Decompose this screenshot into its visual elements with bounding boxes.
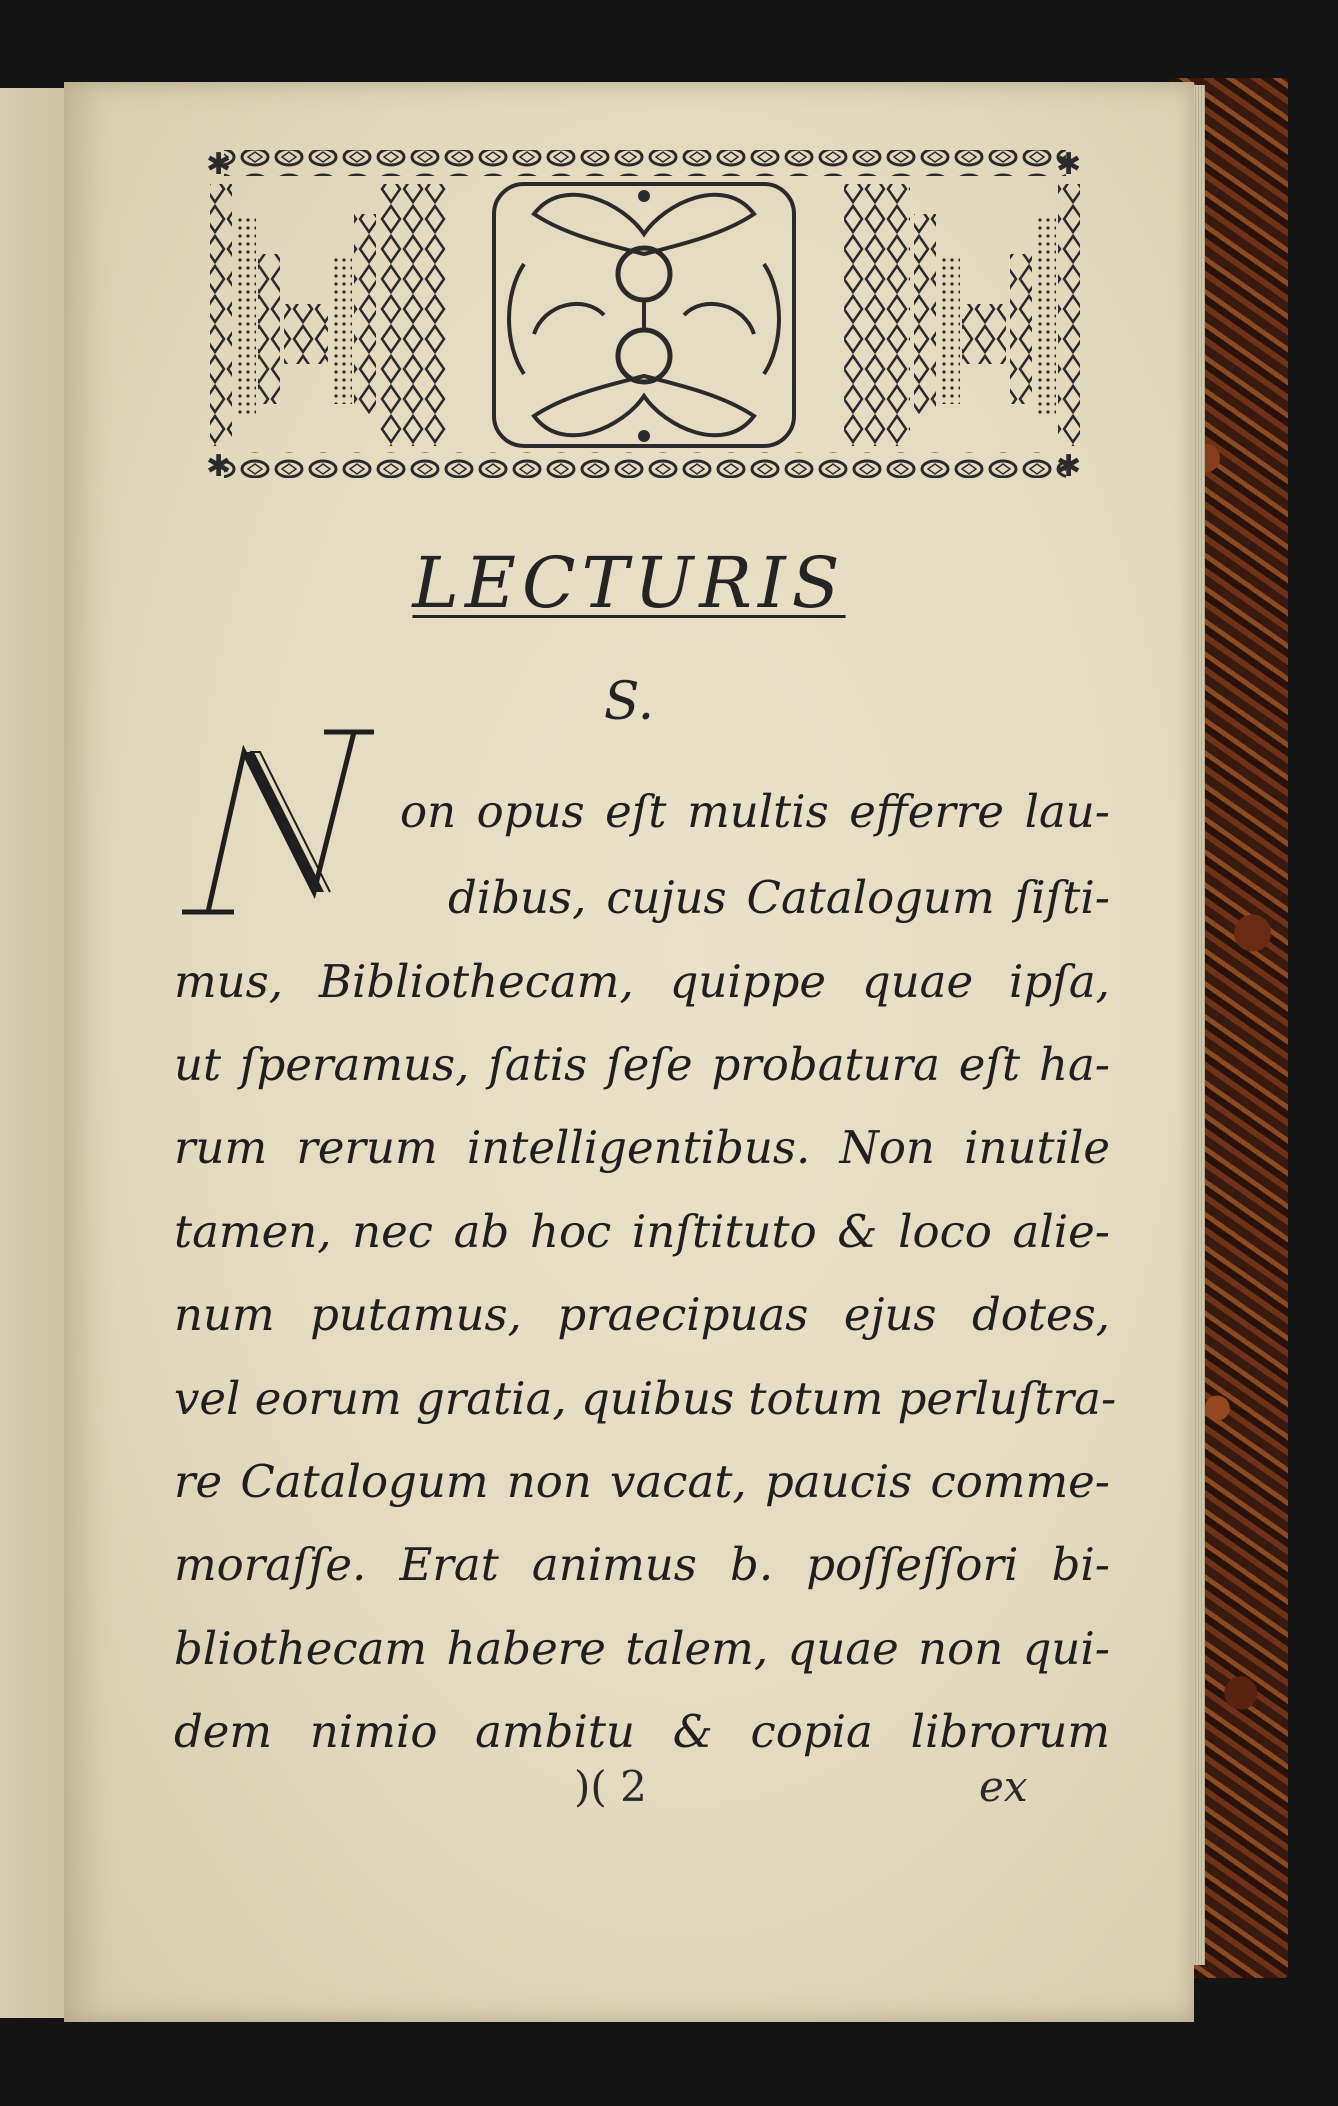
text-line: mus, Bibliothecam, quippe quae ipſa,: [174, 955, 1110, 1008]
headpiece-ornament: [204, 144, 1086, 484]
signature-mark: )( 2: [574, 1762, 647, 1811]
drop-cap-letter: N: [174, 722, 175, 723]
svg-text:✱: ✱: [206, 449, 232, 484]
text-line: bliothecam habere talem, quae non qui-: [174, 1622, 1110, 1675]
svg-text:✱: ✱: [1056, 147, 1082, 182]
show-through: [264, 492, 276, 536]
text-line: re Catalogum non vacat, paucis comme-: [174, 1455, 1110, 1508]
svg-text:✱: ✱: [1056, 449, 1082, 484]
text-line: vel eorum gratia, quibus totum perluſtra-: [174, 1372, 1117, 1425]
text-line: on opus eſt multis efferre lau-: [400, 785, 1110, 838]
facing-page-edge: [0, 88, 68, 2018]
text-line: rum rerum intelligentibus. Non inutile: [174, 1121, 1110, 1174]
page-heading: LECTURIS: [412, 542, 846, 624]
text-line: dibus, cujus Catalogum ſiſti-: [448, 871, 1110, 924]
text-line: ut ſperamus, ſatis ſeſe probatura eſt ha-: [174, 1038, 1110, 1091]
svg-text:✱: ✱: [206, 147, 232, 182]
book-page: [64, 82, 1194, 2022]
text-line: moraſſe. Erat animus b. poſſeſſori bi-: [174, 1538, 1110, 1591]
drop-cap: [174, 722, 374, 922]
catchword: ex: [979, 1762, 1028, 1811]
text-line: tamen, nec ab hoc inſtituto & loco alie-: [174, 1205, 1110, 1258]
text-line: dem nimio ambitu & copia librorum: [174, 1705, 1110, 1758]
text-line: num putamus, praecipuas ejus dotes,: [174, 1288, 1110, 1341]
salutation: S.: [603, 672, 655, 732]
